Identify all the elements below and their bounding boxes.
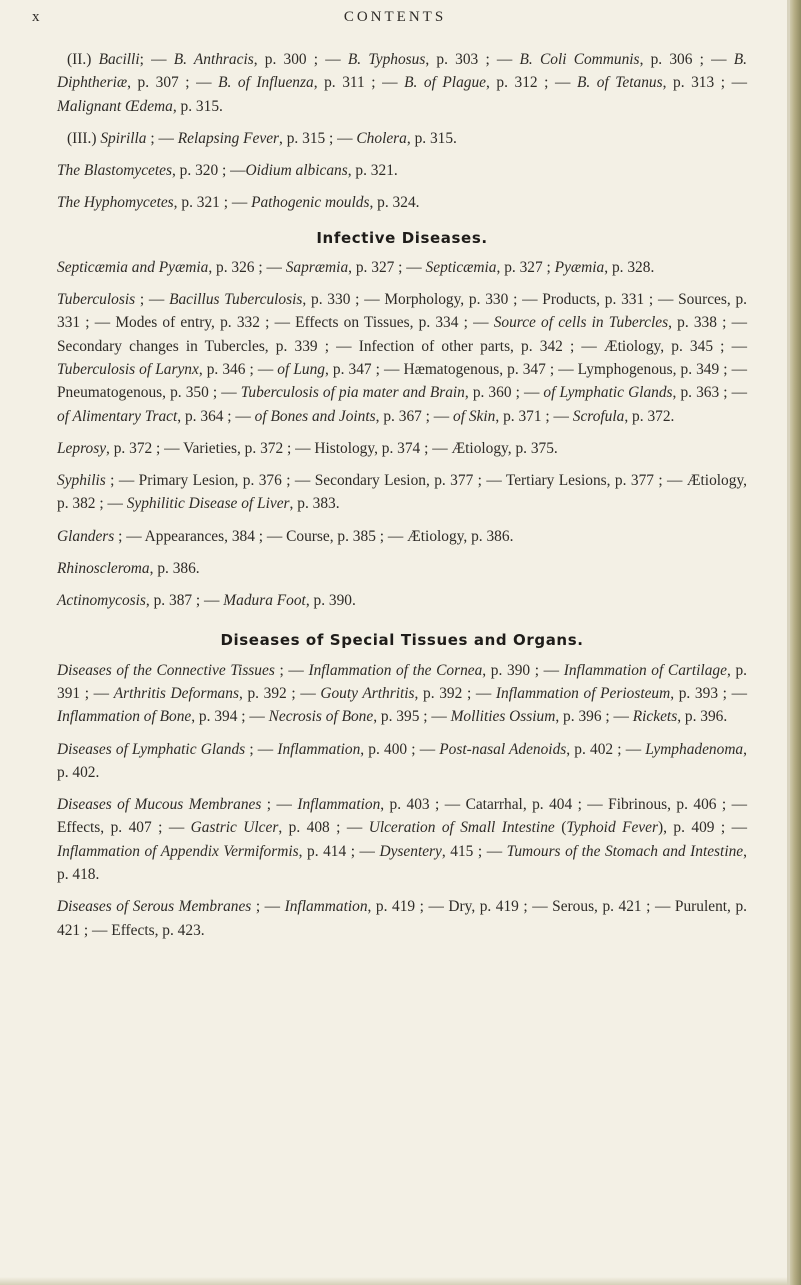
section-infective-diseases	[57, 229, 747, 613]
entry-hyphomycetes: The Hyphomycetes, p. 321 ; — Pathogenic moulds, p. 324.	[57, 194, 420, 212]
section-heading-special-tissues: Diseases of Special Tissues and Organs.	[220, 630, 584, 649]
page-number: x	[32, 9, 41, 25]
section-special-tissues	[57, 631, 747, 942]
entry-lymphatic-glands: Diseases of Lymphatic Glands ; — Inflammation, p. 400 ; — Post-nasal Adenoids, p. 402 ; — Lymphadenoma, p. 402.	[57, 740, 747, 781]
contents-body	[57, 48, 747, 951]
section-heading-infective: Infective Diseases.	[316, 228, 488, 247]
entry-leprosy: Leprosy, p. 372 ; — Varieties, p. 372 ; — Histology, p. 374 ; — Ætiology, p. 375.	[57, 439, 558, 457]
entry-mucous-membranes: Diseases of Mucous Membranes ; — Inflammation, p. 403 ; — Catarrhal, p. 404 ; — Fibrinous, p. 406 ; — Effects, p. 407 ; — Gastric Ulcer, p. 408 ; — Ulceration of Small Intestine (Typhoid Fever), p. 409 ; — Inflammation of Appendix Vermiformis, p. 414 ; — Dysentery, 415 ; — Tumours of the Stomach and Intestine, p. 418.	[57, 796, 748, 884]
page-bottom-shadow	[0, 1277, 790, 1285]
entry-actinomycosis: Actinomycosis, p. 387 ; — Madura Foot, p. 390.	[57, 592, 356, 610]
entry-connective-tissues: Diseases of the Connective Tissues ; — Inflammation of the Cornea, p. 390 ; — Inflammation of Cartilage, p. 391 ; — Arthritis Deformans, p. 392 ; — Gouty Arthritis, p. 392 ; — Inflammation of Periosteum, p. 393 ; — Inflammation of Bone, p. 394 ; — Necrosis of Bone, p. 395 ; — Mollities Ossium, p. 396 ; — Rickets, p. 396.	[57, 661, 747, 726]
entry-glanders: Glanders ; — Appearances, 384 ; — Course, p. 385 ; — Ætiology, p. 386.	[57, 527, 514, 545]
page-header	[0, 9, 790, 33]
entry-serous-membranes: Diseases of Serous Membranes ; — Inflammation, p. 419 ; — Dry, p. 419 ; — Serous, p. 421 ; — Purulent, p. 421 ; — Effects, p. 423.	[57, 898, 747, 939]
entry-tuberculosis: Tuberculosis ; — Bacillus Tuberculosis, p. 330 ; — Morphology, p. 330 ; — Products, p. 331 ; — Sources, p. 331 ; — Modes of entry, p. 332 ; — Effects on Tissues, p. 334 ; — Source of cells in Tubercles, p. 338 ; — Secondary changes in Tubercles, p. 339 ; — Infection of other parts, p. 342 ; — Ætiology, p. 345 ; — Tuberculosis of Larynx, p. 346 ; — of Lung, p. 347 ; — Hæmatogenous, p. 347 ; — Lymphogenous, p. 349 ; — Pneumatogenous, p. 350 ; — Tuberculosis of pia mater and Brain, p. 360 ; — of Lymphatic Glands, p. 363 ; — of Alimentary Tract, p. 364 ; — of Bones and Joints, p. 367 ; — of Skin, p. 371 ; — Scrofula, p. 372.	[57, 291, 747, 425]
book-edge	[790, 0, 801, 1285]
entry-blastomycetes: The Blastomycetes, p. 320 ; —Oidium albicans, p. 321.	[57, 162, 398, 180]
entry-spirilla: (III.) Spirilla ; — Relapsing Fever, p. 315 ; — Cholera, p. 315.	[67, 129, 457, 147]
entry-bacilli: (II.) Bacilli; — B. Anthracis, p. 300 ; — B. Typhosus, p. 303 ; — B. Coli Communis, p. 306 ; — B. Diphtheriæ, p. 307 ; — B. of Influenza, p. 311 ; — B. of Plague, p. 312 ; — B. of Tetanus, p. 313 ; — Malignant Œdema, p. 315.	[57, 51, 747, 115]
entry-septicaemia: Septicæmia and Pyæmia, p. 326 ; — Sapræmia, p. 327 ; — Septicæmia, p. 327 ; Pyæmia, p. 328.	[57, 258, 655, 276]
entry-syphilis: Syphilis ; — Primary Lesion, p. 376 ; — Secondary Lesion, p. 377 ; — Tertiary Lesions, p. 377 ; — Ætiology, p. 382 ; — Syphilitic Disease of Liver, p. 383.	[57, 472, 747, 513]
running-head: CONTENTS	[343, 9, 447, 25]
section-bacteria-continued	[57, 48, 747, 215]
entry-rhinoscleroma: Rhinoscleroma, p. 386.	[57, 560, 200, 578]
